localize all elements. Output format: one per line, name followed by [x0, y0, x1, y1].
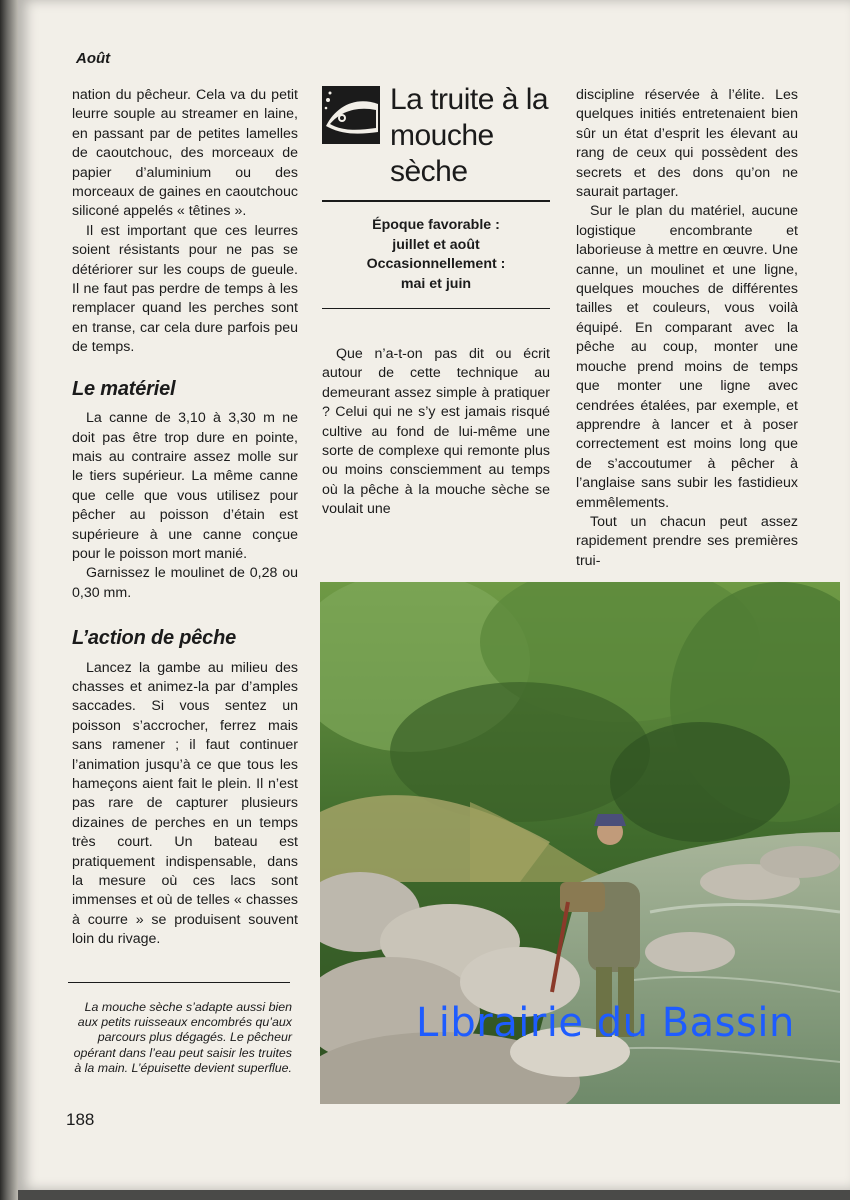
caption-rule [68, 982, 290, 983]
text-column-right [576, 86, 798, 571]
paragraph: Lancez la gambe au milieu des chasses et animez-la par d’amples saccades. Si vous sentez un poisson s’accrocher, ferrez mais sans ramener ; il faut continuer l’animation jusqu’à ce que tous les hameçons aient fait le plein. Il n’est pas rare de capturer plusieurs dizaines de perches en un temps très court. Un bateau est pratiquement indispensable, dans la mesure où ces lacs sont immenses et où de telles « chasses à courre » se produisent souvent loin du rivage. [72, 659, 298, 948]
season-rule [322, 308, 550, 309]
section-heading-action: L’action de pêche [72, 627, 237, 650]
section-heading-materiel: Le matériel [72, 377, 176, 400]
season-line: Époque favorable : [372, 217, 500, 233]
season-line: Occasionnellement : [366, 256, 506, 272]
season-box [322, 216, 550, 294]
paragraph: La canne de 3,10 à 3,30 m ne doit pas être trop dure en pointe, mais au contraire assez molle sur le tiers supérieur. La même canne que celle que vous utilisez pour pêcher au poisson d’étain est supérieure à une canne conçue pour le poisson mort manié. [72, 410, 298, 562]
season-line: mai et juin [400, 275, 472, 292]
title-rule [322, 200, 550, 202]
running-head: Août [76, 50, 111, 67]
paragraph: Que n’a-t-on pas dit ou écrit autour de cette technique au demeurant assez simple à pratiquer ? Celui qui ne s’y est jamais risqué cultive au fond de lui-même une sorte de complexe qui remonte plus ou moins consciemment au temps où la pêche à la mouche sèche se voulait une [322, 346, 550, 518]
photo-caption: La mouche sèche s’adapte aussi bien aux petits ruisseaux encombrés qu’aux parcours plus dégagés. Le pêcheur opérant dans l’eau peut saisir les truites à la main. L’épuisette devient superflue. [73, 1000, 292, 1075]
chapter-title-block [322, 83, 550, 190]
paragraph: nation du pêcheur. Cela va du petit leurre souple au streamer en laine, en passant par de petites lamelles de caoutchouc, des morceaux de papier d’aluminium ou des morceaux de gaines en caoutchouc siliconé appelés « têtines ». [72, 87, 298, 220]
book-gutter [0, 0, 18, 1200]
text-column-left [72, 86, 298, 950]
trout-head-icon [322, 86, 380, 144]
page-number: 188 [66, 1110, 95, 1129]
chapter-title: La truite à la mouche sèche [390, 83, 549, 188]
text-column-middle [322, 83, 550, 520]
paragraph: Tout un chacun peut assez rapidement prendre ses premières trui- [576, 513, 798, 569]
paragraph: Il est important que ces leurres soient résistants pour ne pas se détériorer sur les coups de gueule. Il ne faut pas perdre de temps à les remplacer quand les perches sont en transe, car cela dure parfois peu de temps. [72, 222, 298, 356]
paragraph: Sur le plan du matériel, aucune logistique encombrante et laborieuse à mettre en œuvre. Une canne, un moulinet et une ligne, quelques mouches de différentes tailles et couleurs, vous voilà équipé. En comparant avec la pêche au coup, monter une mouche prend moins de temps que monter une ligne avec cendrées étalées, par exemple, et apprendre à lancer et à poser correctement est moins long que de s’accoutumer à pêcher à l’anglaise sans subir les fastidieux emmêlements. [576, 203, 798, 511]
watermark: Librairie du Bassin [416, 1000, 795, 1046]
season-line: juillet et août [392, 236, 480, 253]
paragraph: discipline réservée à l’élite. Les quelques initiés entretenaient bien sûr un état d’esprit les élevant au rang de ceux qui possèdent des secrets et des dons qu’on ne saurait partager. [576, 87, 798, 201]
paragraph: Garnissez le moulinet de 0,28 ou 0,30 mm. [72, 565, 298, 601]
